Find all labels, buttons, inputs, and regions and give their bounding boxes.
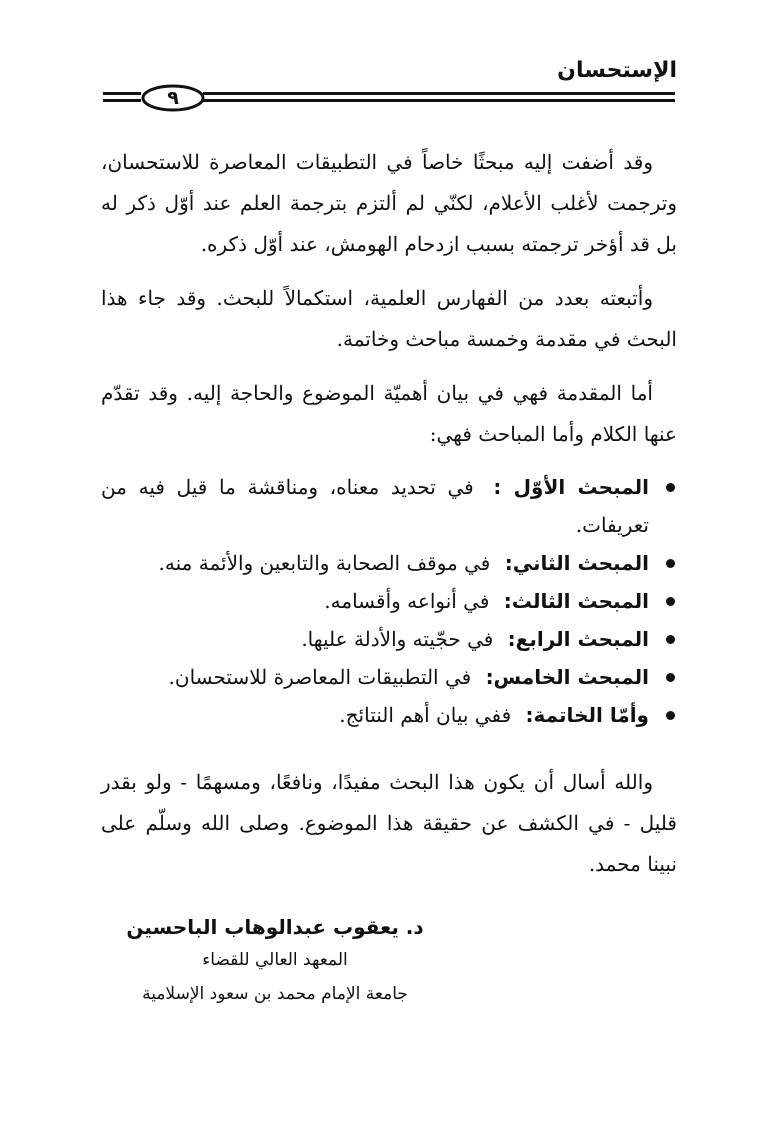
author-university: جامعة الإمام محمد بن سعود الإسلامية [142, 984, 408, 1004]
topic-name: المبحث الرابع: [507, 627, 649, 651]
topic-description: في التطبيقات المعاصرة للاستحسان. [168, 665, 472, 689]
list-item [101, 582, 677, 620]
paragraph-1: وقد أضفت إليه مبحثًا خاصاً في التطبيقات المعاصرة للاستحسان، وترجمت لأغلب الأعلام، لكنّي لم ألتزم بترجمة العلم عند أوّل ذكر له بل قد أؤخر ترجمته بسبب ازدحام الهومش، عند أوّل ذكره. [101, 150, 677, 256]
page-number-text: ٩ [167, 87, 179, 109]
topic-name: المبحث الثاني: [504, 551, 649, 575]
author-institute: المعهد العالي للقضاء [202, 950, 348, 970]
closing-paragraph: والله أسال أن يكون هذا البحث مفيدًا، ونافعًا، ومسهمًا - ولو بقدر قليل - في الكشف عن حقيقة هذا الموضوع. وصلى الله وسلّم على نبينا محمد. [101, 770, 677, 876]
list-item [101, 658, 677, 696]
bullet-icon [666, 597, 675, 606]
signature-block [105, 915, 445, 1013]
topic-name: المبحث الثالث: [503, 589, 649, 613]
paragraph-3: أما المقدمة فهي في بيان أهميّة الموضوع والحاجة إليه. وقد تقدّم عنها الكلام وأما المباحث فهي: [101, 381, 677, 446]
topic-description: في حجّيته والأدلة عليها. [301, 627, 494, 651]
page-number [141, 84, 205, 112]
main-content [101, 142, 677, 898]
running-header-title: الإستحسان [557, 58, 677, 83]
topic-name: المبحث الخامس: [485, 665, 649, 689]
topic-description: في موقف الصحابة والتابعين والأئمة منه. [158, 551, 491, 575]
list-item [101, 620, 677, 658]
list-item [101, 544, 677, 582]
list-item [101, 696, 677, 734]
topic-description: في أنواعه وأقسامه. [324, 589, 490, 613]
topics-list [101, 468, 677, 734]
topic-name: وأمّا الخاتمة: [525, 703, 649, 727]
topic-description: ففي بيان أهم النتائج. [339, 703, 512, 727]
bullet-icon [666, 483, 675, 492]
paragraph-2: وأتبعته بعدد من الفهارس العلمية، استكمالاً للبحث. وقد جاء هذا البحث في مقدمة وخمسة مباحث وخاتمة. [101, 286, 677, 351]
bullet-icon [666, 673, 675, 682]
bullet-icon [666, 635, 675, 644]
topic-name: المبحث الأوّل : [493, 475, 650, 499]
bullet-icon [666, 559, 675, 568]
author-name: د. يعقوب عبدالوهاب الباحسين [126, 915, 424, 939]
bullet-icon [666, 711, 675, 720]
list-item [101, 468, 677, 544]
topic-description: في تحديد معناه، ومناقشة ما قيل فيه من تعريفات. [101, 475, 649, 537]
